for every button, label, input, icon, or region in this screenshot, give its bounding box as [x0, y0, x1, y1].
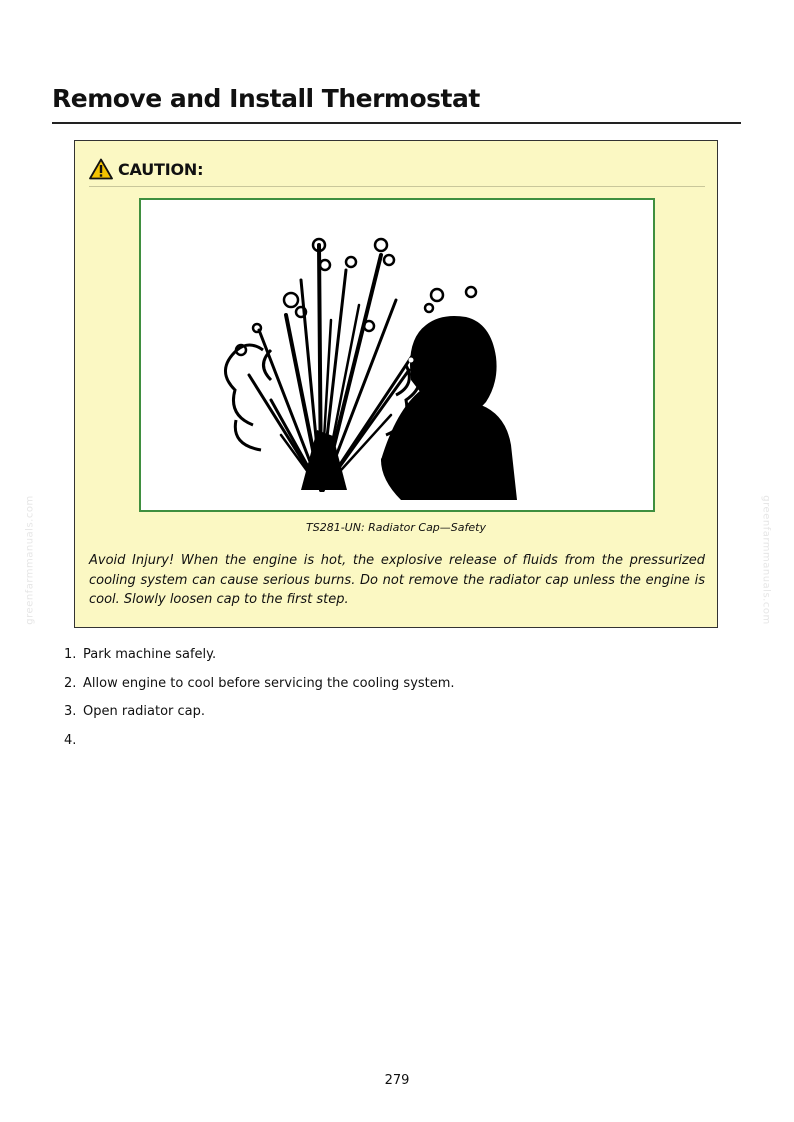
procedure-steps: [64, 647, 455, 761]
list-item: [64, 676, 455, 705]
step-number: 3.: [64, 704, 77, 719]
caution-label: CAUTION:: [118, 159, 204, 179]
figure-caption: TS281-UN: Radiator Cap—Safety: [306, 521, 486, 534]
page-title: Remove and Install Thermostat: [52, 84, 480, 113]
list-item: [64, 647, 455, 676]
watermark-left: greenfarmmanuals.com: [24, 495, 36, 625]
caution-header: [89, 155, 203, 183]
caution-warning-text: Avoid Injury! When the engine is hot, the explosive release of fluids from the pressurized cooling system can cause serious burns. Do not remove the radiator cap unless the engine is cool. Slowly loosen cap to the first step.: [89, 553, 705, 607]
caution-rule: [89, 186, 705, 187]
title-rule: [52, 122, 741, 124]
list-item: [64, 733, 455, 762]
step-number: 4.: [64, 732, 77, 748]
radiator-cap-safety-figure: [139, 198, 655, 512]
person-silhouette: [381, 316, 517, 500]
step-text: Open radiator cap.: [83, 704, 206, 719]
warning-triangle-icon: [89, 158, 113, 180]
step-number: 2.: [64, 675, 77, 691]
caution-box: [74, 140, 718, 628]
step-text: Park machine safely.: [83, 647, 217, 662]
person-eye: [409, 358, 414, 363]
exploding-radiator-illustration: [141, 200, 653, 510]
page-number: 279: [384, 1073, 410, 1088]
watermark-right: greenfarmmanuals.com: [760, 495, 772, 625]
step-text: Allow engine to cool before servicing the cooling system.: [83, 675, 455, 691]
step-number: 1.: [64, 647, 77, 662]
list-item: [64, 704, 455, 733]
